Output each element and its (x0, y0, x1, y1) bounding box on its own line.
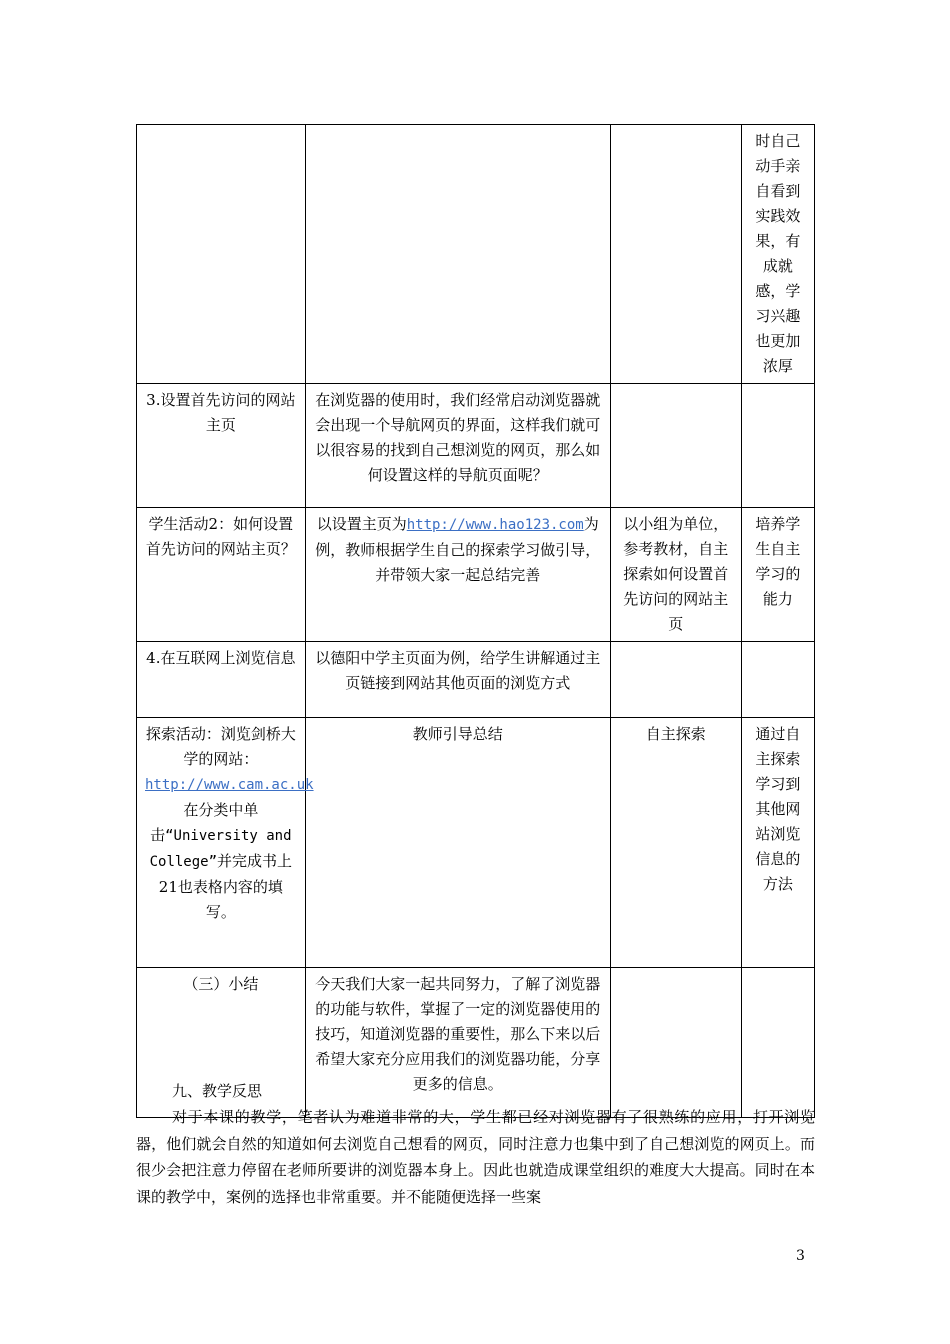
cell-reason: 时自己动手亲自看到实践效果，有成就感，学习兴趣也更加浓厚 (741, 125, 814, 384)
text: 探索活动：浏览剑桥大学的网站： (145, 725, 296, 768)
cell (305, 125, 610, 384)
table-row (137, 125, 815, 384)
cell-step: 3.设置首先访问的网站主页 (137, 384, 306, 508)
cell-step (137, 718, 314, 968)
hao123-link[interactable]: http://www.hao123.com (406, 517, 584, 533)
page-number: 3 (796, 1248, 805, 1264)
cell (610, 125, 741, 384)
cell (741, 642, 814, 718)
table-row (137, 384, 815, 508)
cell-reason: 通过自主探索学习到其他网站浏览信息的方法 (741, 718, 814, 968)
lesson-table (136, 124, 815, 1118)
cell (741, 384, 814, 508)
cell-teacher: 今天我们大家一起共同努力，了解了浏览器的功能与软件，掌握了一定的浏览器使用的技巧，知道浏览器的重要性，那么下来以后希望大家充分应用我们的浏览器功能，分享更多的信息。 (305, 968, 610, 1118)
cell-teacher: 以德阳中学主页面为例，给学生讲解通过主页链接到网站其他页面的浏览方式 (305, 642, 610, 718)
cell-step: （三）小结 (137, 968, 306, 1118)
cell-teacher: 教师引导总结 (305, 718, 610, 968)
cell (137, 125, 306, 384)
cell (610, 384, 741, 508)
cell-student: 以小组为单位，参考教材，自主探索如何设置首先访问的网站主页 (610, 508, 741, 642)
table-row (137, 642, 815, 718)
table-row (137, 508, 815, 642)
cam-link[interactable]: http://www.cam.ac.uk (145, 777, 314, 793)
text: 为例，教师根据学生自己的探索学习做引导，并带领大家一起总结完善 (315, 515, 601, 584)
cell-student: 自主探索 (610, 718, 741, 968)
table-row (137, 718, 815, 968)
cell-step: 4.在互联网上浏览信息 (137, 642, 306, 718)
cell-step: 学生活动2：如何设置首先访问的网站主页？ (137, 508, 306, 642)
cell-teacher (305, 508, 610, 642)
cell-teacher: 在浏览器的使用时，我们经常启动浏览器就会出现一个导航网页的界面，这样我们就可以很容易的找到自己想浏览的网页，那么如何设置这样的导航页面呢？ (305, 384, 610, 508)
text: 在分类中单击 (150, 801, 259, 844)
cell (610, 968, 741, 1118)
cell (741, 968, 814, 1118)
body-paragraph: 对于本课的教学，笔者认为难道非常的大，学生都已经对浏览器有了很熟练的应用，打开浏览器，他们就会自然的知道如何去浏览自己想看的网页，同时注意力也集中到了自己想浏览的网页上。而很少会把注意力停留在老师所要讲的浏览器本身上。因此也就造成课堂组织的难度大大提高。同时在本课的教学中，案例的选择也非常重要。并不能随便选择一些案 (136, 1108, 815, 1206)
section-title: 九、教学反思 (172, 1082, 263, 1100)
text: 以设置主页为 (316, 515, 407, 533)
cell (610, 642, 741, 718)
text: “University and College” (149, 828, 292, 870)
text: 并完成书上21也表格内容的填写。 (158, 852, 293, 921)
cell-reason: 培养学生自主学习的能力 (741, 508, 814, 642)
